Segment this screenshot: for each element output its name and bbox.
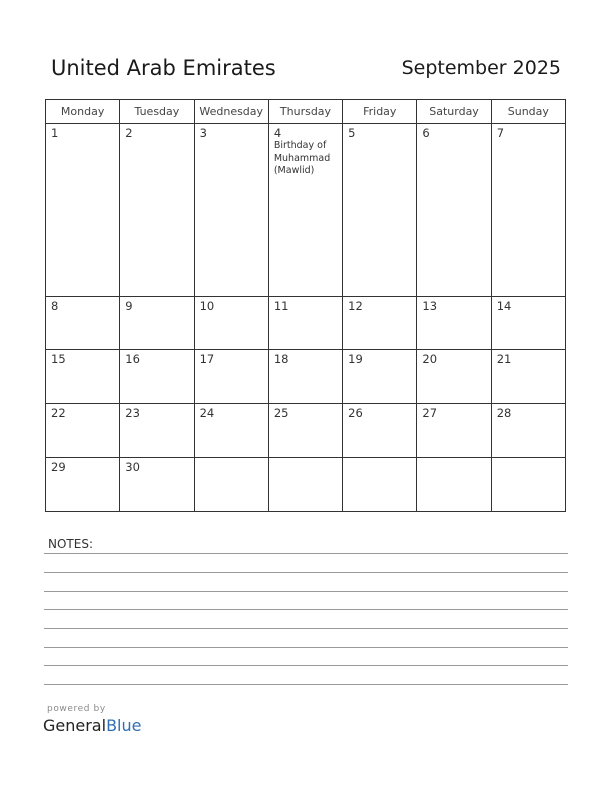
day-cell (343, 124, 417, 297)
day-number: 20 (422, 352, 438, 367)
day-cell (194, 458, 268, 512)
day-number (417, 458, 490, 460)
week-row (46, 124, 566, 297)
day-number: 21 (496, 352, 512, 367)
day-number: 22 (51, 406, 66, 421)
day-number: 1 (51, 126, 59, 140)
day-number: 2 (125, 126, 133, 140)
day-cell (120, 296, 194, 350)
day-number: 3 (199, 126, 207, 140)
day-number: 19 (348, 352, 363, 367)
day-cell (491, 296, 565, 350)
day-cell (46, 124, 120, 297)
weekday-header: Wednesday (194, 100, 268, 124)
day-number: 24 (199, 406, 215, 421)
weekday-header: Thursday (268, 100, 342, 124)
day-number: 12 (348, 298, 363, 313)
brand-logo (43, 716, 141, 735)
day-cell (120, 350, 194, 404)
weekday-header-row (46, 100, 566, 124)
day-number: 26 (348, 406, 363, 421)
day-number: 15 (51, 352, 66, 367)
day-cell (194, 124, 268, 297)
notes-line (44, 553, 568, 554)
day-cell (268, 296, 342, 350)
week-row (46, 350, 566, 404)
day-cell (417, 124, 491, 297)
day-cell (120, 124, 194, 297)
country-title: United Arab Emirates (51, 56, 276, 80)
powered-by-text: powered by (47, 704, 106, 714)
notes-label: NOTES: (48, 537, 93, 551)
notes-line (44, 684, 568, 685)
day-number: 16 (125, 352, 140, 367)
calendar-grid (45, 99, 566, 512)
day-number: 29 (51, 460, 66, 475)
day-cell (194, 404, 268, 458)
day-number: 28 (496, 406, 512, 421)
day-cell (491, 124, 565, 297)
notes-line (44, 665, 568, 666)
day-number: 11 (273, 298, 289, 313)
day-number: 6 (422, 126, 430, 140)
day-cell (343, 350, 417, 404)
month-title: September 2025 (401, 57, 561, 79)
day-number: 30 (125, 460, 140, 475)
day-cell (120, 404, 194, 458)
day-cell (417, 458, 491, 512)
day-number: 9 (125, 298, 133, 313)
day-number (195, 458, 268, 460)
weekday-header: Saturday (417, 100, 491, 124)
day-number: 5 (348, 126, 356, 140)
weekday-header: Tuesday (120, 100, 194, 124)
day-cell (46, 458, 120, 512)
day-cell (417, 350, 491, 404)
day-number: 10 (199, 298, 215, 313)
day-number: 4 (273, 126, 282, 140)
day-number (269, 458, 342, 460)
day-cell (343, 404, 417, 458)
day-cell (491, 404, 565, 458)
day-number: 13 (422, 298, 438, 313)
week-row (46, 458, 566, 512)
day-cell (491, 458, 565, 512)
day-cell (491, 350, 565, 404)
brand-general-text: General (43, 716, 107, 735)
day-number: 18 (273, 352, 289, 367)
notes-line (44, 647, 568, 648)
day-number: 17 (199, 352, 215, 367)
week-row (46, 404, 566, 458)
day-number: 14 (496, 298, 512, 313)
day-cell (268, 124, 342, 297)
weekday-header: Monday (46, 100, 120, 124)
notes-line (44, 591, 568, 592)
day-cell (268, 404, 342, 458)
day-number: 7 (496, 126, 505, 140)
notes-line (44, 628, 568, 629)
day-cell (417, 296, 491, 350)
day-cell (268, 350, 342, 404)
notes-line (44, 609, 568, 610)
day-cell (268, 458, 342, 512)
holiday-label-line: (Mawlid) (273, 165, 315, 176)
weekday-header: Sunday (491, 100, 565, 124)
day-number: 23 (125, 406, 140, 421)
day-cell (343, 296, 417, 350)
day-cell (46, 296, 120, 350)
day-cell (46, 350, 120, 404)
brand-blue-text: Blue (106, 716, 142, 735)
weekday-header: Friday (343, 100, 417, 124)
day-cell (120, 458, 194, 512)
day-cell (417, 404, 491, 458)
day-cell (194, 296, 268, 350)
holiday-label-line: Birthday of (273, 140, 327, 151)
notes-line (44, 572, 568, 573)
day-number: 8 (51, 298, 59, 313)
day-number: 27 (422, 406, 438, 421)
day-cell (46, 404, 120, 458)
day-cell (194, 350, 268, 404)
day-number (343, 458, 416, 460)
day-cell (343, 458, 417, 512)
day-number (492, 458, 565, 460)
day-number: 25 (273, 406, 289, 421)
week-row (46, 296, 566, 350)
holiday-label-line: Muhammad (273, 152, 331, 164)
